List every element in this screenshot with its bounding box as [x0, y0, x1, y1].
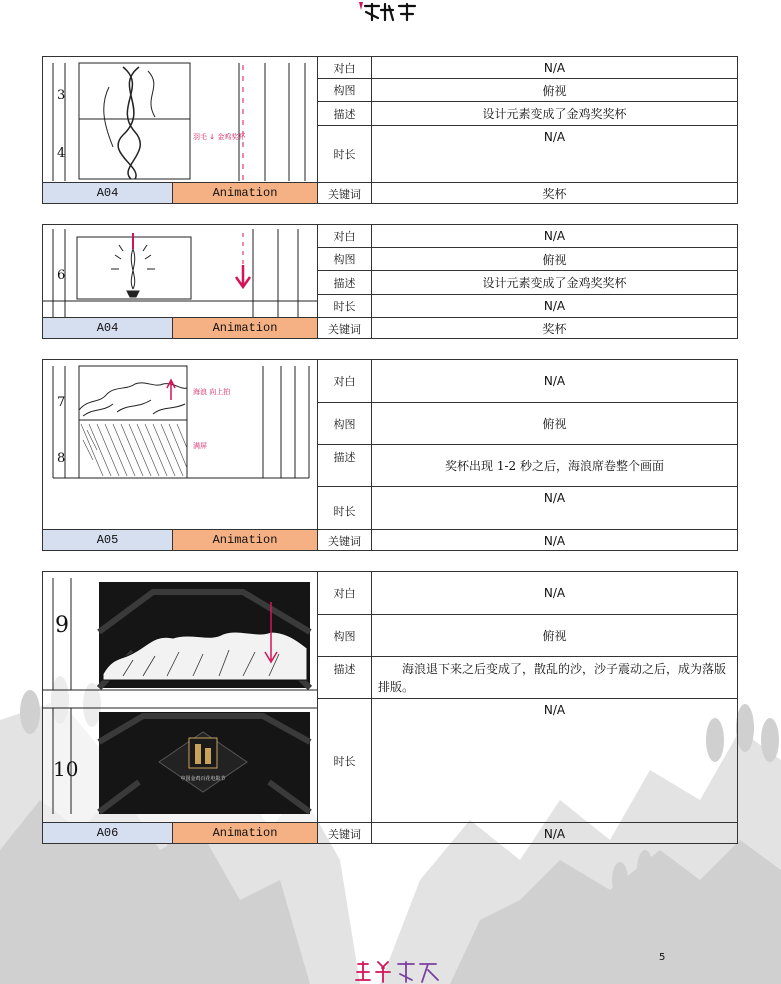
- row-keyword: [318, 530, 737, 551]
- keyword-label: 关键词: [318, 530, 372, 551]
- keyword-label: 关键词: [318, 183, 372, 204]
- composition-value: 俯视: [542, 83, 567, 98]
- duration-label: 时长: [318, 699, 372, 822]
- composition-label: 构图: [318, 79, 372, 101]
- row-description: [318, 657, 737, 699]
- dialogue-label: 对白: [318, 572, 372, 614]
- row-composition: [318, 248, 737, 271]
- dialogue-value: N/A: [543, 586, 566, 600]
- sketch-note: 海浪 向上拍: [193, 388, 231, 396]
- shot-footer: [43, 182, 318, 203]
- duration-value: N/A: [543, 491, 566, 505]
- row-dialogue: [318, 57, 737, 79]
- row-composition: [318, 79, 737, 102]
- shot-id: A04: [43, 318, 173, 338]
- keyword-value: 奖杯: [542, 322, 567, 336]
- storyboard-shot-3: [42, 359, 738, 551]
- row-keyword: [318, 318, 737, 339]
- dialogue-label: 对白: [318, 360, 372, 402]
- description-value: 设计元素变成了金鸡奖奖杯: [482, 276, 627, 290]
- frame-number: 8: [57, 451, 66, 466]
- duration-value: N/A: [543, 703, 566, 717]
- composition-label: 构图: [318, 248, 372, 270]
- composition-value: 俯视: [542, 417, 567, 431]
- sketch-note: 满屏: [193, 442, 207, 450]
- duration-label: 时长: [318, 487, 372, 529]
- row-dialogue: [318, 360, 737, 403]
- shot-type: Animation: [173, 183, 318, 203]
- description-label: 描述: [318, 102, 372, 125]
- storyboard-shot-4: [42, 571, 738, 844]
- sketch-drawing: [43, 57, 318, 183]
- row-dialogue: [318, 225, 737, 248]
- duration-value: N/A: [543, 299, 566, 313]
- row-composition: [318, 615, 737, 657]
- shot-type: Animation: [173, 318, 318, 338]
- duration-value: N/A: [543, 130, 566, 144]
- description-label: 描述: [318, 445, 372, 486]
- row-keyword: [318, 183, 737, 204]
- duration-label: 时长: [318, 295, 372, 317]
- composition-label: 构图: [318, 403, 372, 444]
- row-description: [318, 102, 737, 126]
- row-description: [318, 445, 737, 487]
- frame-number: 10: [53, 757, 79, 781]
- frame-number: 7: [57, 395, 66, 410]
- sketch-note: 羽毛 ↓ 金鸡奖杯: [193, 133, 246, 141]
- description-value: 设计元素变成了金鸡奖奖杯: [482, 107, 627, 121]
- row-duration: [318, 126, 737, 183]
- page-number: 5: [659, 952, 666, 963]
- festival-logo-footer: [352, 958, 442, 984]
- keyword-label: 关键词: [318, 823, 372, 844]
- sketch-panel: [43, 572, 318, 823]
- sketch-panel: [43, 225, 318, 318]
- frame-number: 9: [55, 613, 69, 638]
- shot-footer: [43, 317, 318, 338]
- shot-footer: [43, 529, 318, 550]
- shot-type: Animation: [173, 823, 318, 843]
- shot-id: A04: [43, 183, 173, 203]
- description-label: 描述: [318, 271, 372, 294]
- sketch-drawing: [43, 572, 318, 823]
- keyword-label: 关键词: [318, 318, 372, 339]
- row-keyword: [318, 823, 737, 844]
- sketch-drawing: [43, 225, 318, 318]
- sketch-drawing: [43, 360, 318, 530]
- sketch-panel: [43, 360, 318, 530]
- composition-value: 俯视: [542, 629, 567, 643]
- dialogue-value: N/A: [543, 374, 566, 388]
- frame-number: 4: [57, 146, 66, 161]
- row-duration: [318, 487, 737, 530]
- frame-number: 6: [57, 268, 66, 283]
- storyboard-shot-2: [42, 224, 738, 339]
- description-value: 海浪退下来之后变成了，散乱的沙，沙子震动之后，成为落版排版。: [378, 661, 727, 694]
- keyword-value: N/A: [543, 826, 566, 841]
- dialogue-value: N/A: [543, 229, 566, 243]
- dialogue-label: 对白: [318, 225, 372, 247]
- sketch-panel: [43, 57, 318, 183]
- storyboard-shot-1: [42, 56, 738, 204]
- keyword-value: 奖杯: [542, 187, 567, 201]
- festival-logo-header: [355, 0, 425, 24]
- row-duration: [318, 699, 737, 823]
- duration-label: 时长: [318, 126, 372, 182]
- row-dialogue: [318, 572, 737, 615]
- composition-value: 俯视: [542, 252, 567, 267]
- dialogue-label: 对白: [318, 57, 372, 78]
- dialogue-value: N/A: [543, 60, 566, 75]
- shot-id: A05: [43, 530, 173, 550]
- row-composition: [318, 403, 737, 445]
- composition-label: 构图: [318, 615, 372, 656]
- logo-caption: 中国金鸡百花电影节: [180, 776, 226, 782]
- description-label: 描述: [318, 657, 372, 698]
- row-description: [318, 271, 737, 295]
- keyword-value: N/A: [543, 533, 566, 548]
- frame-number: 3: [57, 88, 66, 103]
- description-value: 奖杯出现 1-2 秒之后，海浪席卷整个画面: [445, 459, 664, 473]
- shot-id: A06: [43, 823, 173, 843]
- row-duration: [318, 295, 737, 318]
- shot-type: Animation: [173, 530, 318, 550]
- shot-footer: [43, 822, 318, 843]
